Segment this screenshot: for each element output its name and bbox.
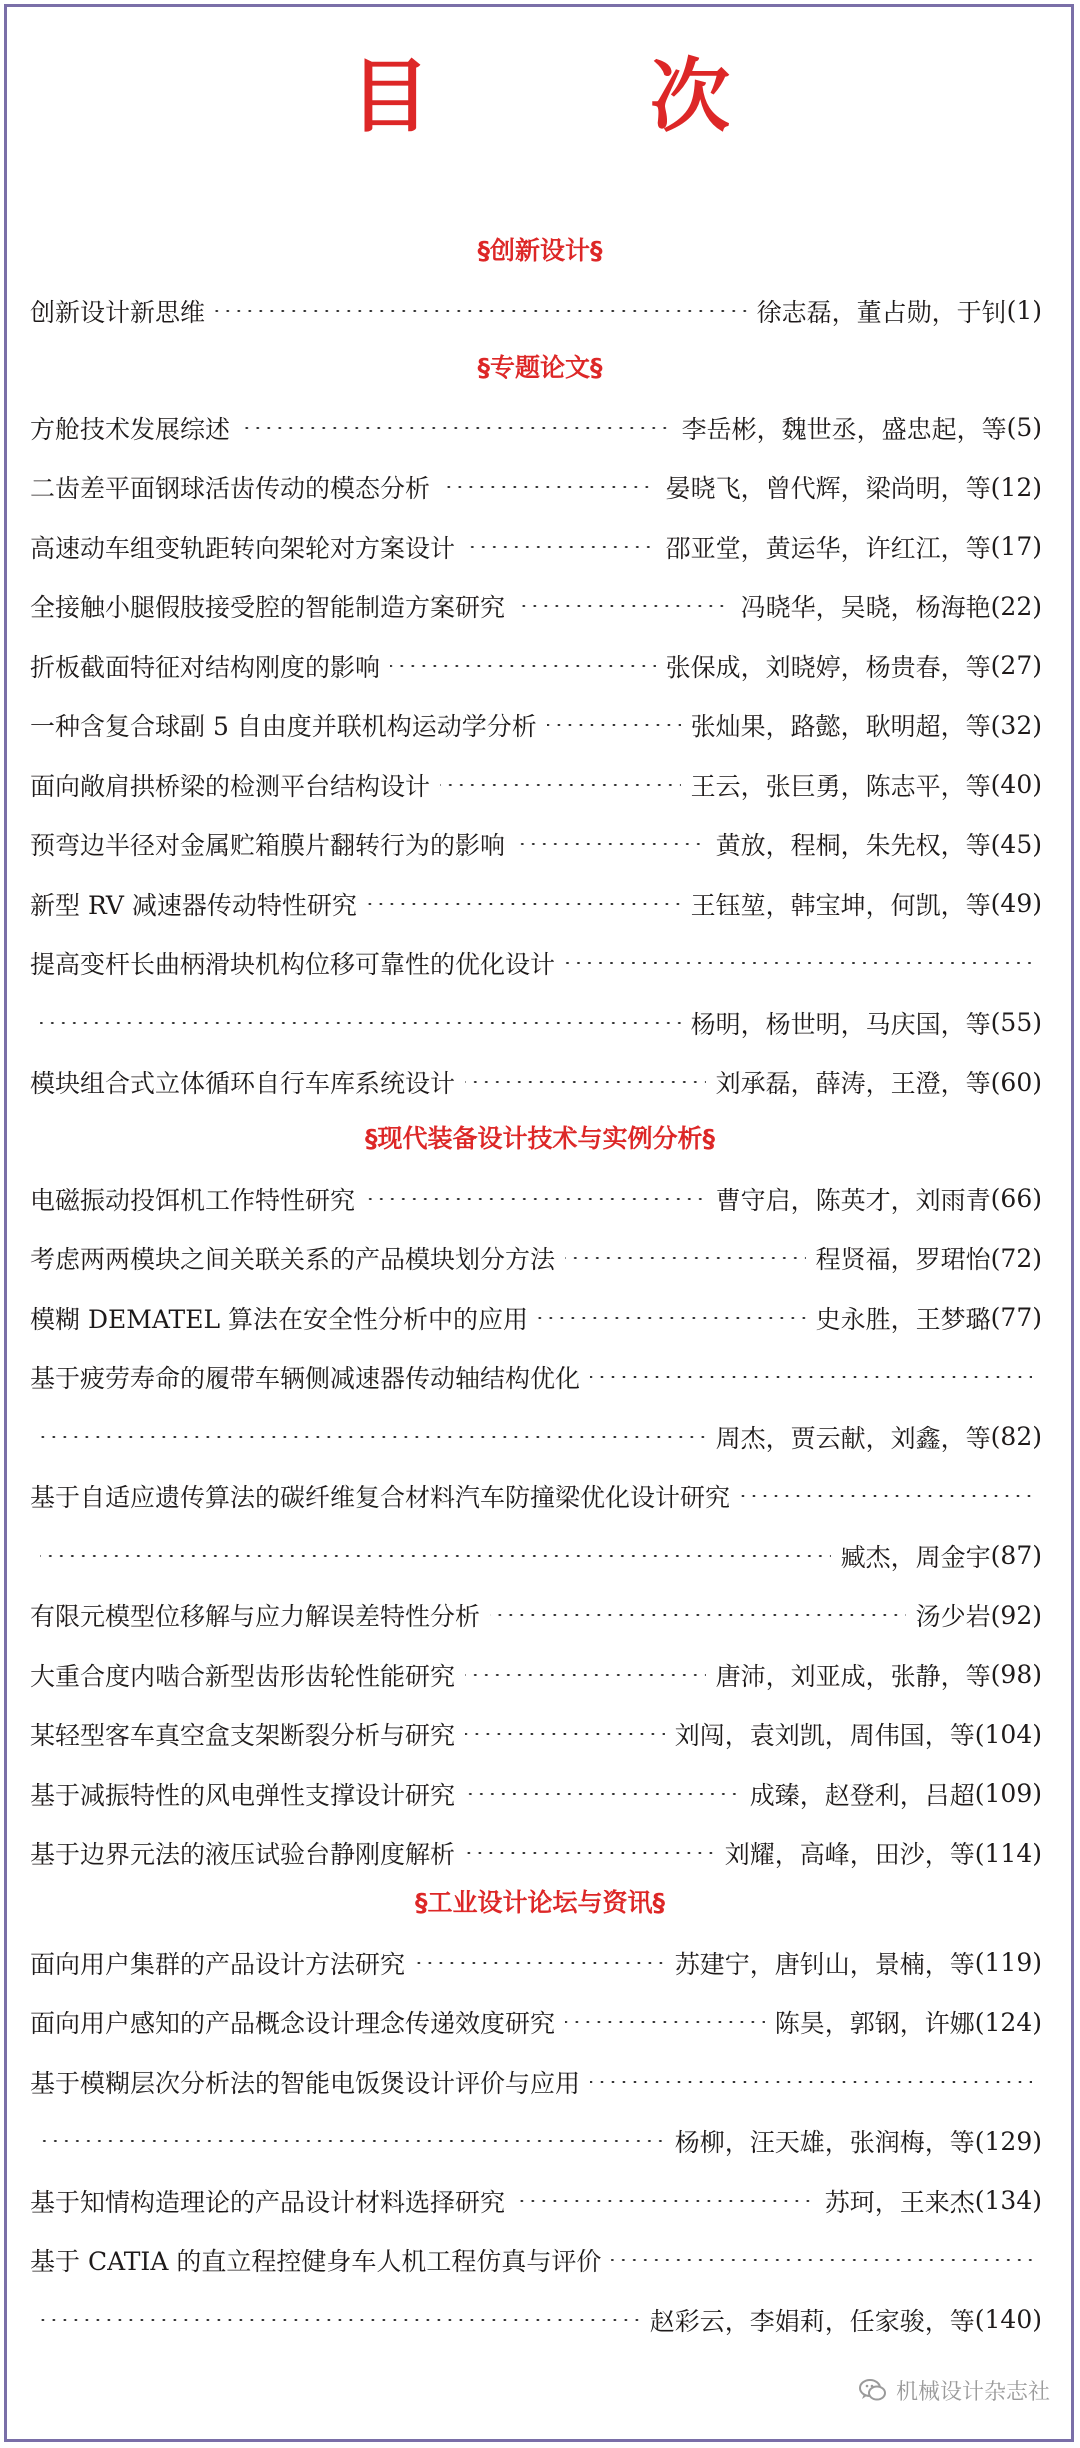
entry-authors: 周杰，贾云献，刘鑫，等: [715, 1423, 991, 1453]
entry-authors: 陈昊，郭钢，许娜: [774, 2009, 975, 2038]
toc-entry-line: [30, 2239, 1042, 2281]
leader-dots: [590, 1376, 1032, 1378]
entry-authors: 晏晓飞，曾代辉，梁尚明，等: [665, 474, 991, 503]
entry-title: 全接触小腿假肢接受腔的智能制造方案研究: [30, 593, 506, 622]
toc-entry: [30, 1942, 1042, 1984]
entry-authors: 刘承磊，薛涛，王澄，等: [715, 1069, 991, 1098]
toc-entry: [30, 1178, 1042, 1220]
entry-page: (87): [990, 1541, 1042, 1570]
leader-dots: [590, 2081, 1032, 2083]
entry-title: 提高变杆长曲柄滑块机构位移可靠性的优化设计: [30, 950, 556, 979]
entry-title: 新型 RV 减速器传动特性研究: [30, 890, 357, 920]
entry-title: 创新设计新思维: [30, 297, 206, 327]
toc-entry: [30, 704, 1042, 746]
section-heading: §工业设计论坛与资讯§: [414, 1888, 665, 1917]
toc-entry: [30, 1594, 1042, 1636]
entry-title: 面向用户感知的产品概念设计理念传递效度研究: [30, 2009, 556, 2038]
leader-dots: [40, 2140, 665, 2142]
leader-dots: [40, 2319, 640, 2321]
entry-title: 基于减振特性的风电弹性支撑设计研究: [30, 1780, 456, 1810]
entry-title: 基于疲劳寿命的履带车辆侧减速器传动轴结构优化: [30, 1364, 581, 1393]
toc-entry: [30, 2180, 1042, 2222]
entry-authors: 史永胜，王梦璐: [815, 1304, 991, 1334]
entry-page: (60): [990, 1067, 1042, 1097]
entry-page: (32): [990, 710, 1042, 740]
entry-page: (72): [990, 1243, 1042, 1273]
entry-title: 方舱技术发展综述: [30, 414, 231, 444]
toc-entry: [30, 526, 1042, 568]
toc-entry: [30, 764, 1042, 806]
entry-authors: 刘耀，高峰，田沙，等: [724, 1840, 975, 1869]
leader-dots: [440, 784, 681, 786]
toc-entry: [30, 1237, 1042, 1279]
leader-dots: [40, 1436, 706, 1438]
leader-dots: [515, 2200, 815, 2202]
entry-page: (109): [974, 1779, 1042, 1808]
leader-dots: [367, 903, 681, 905]
entry-title: 基于模糊层次分析法的智能电饭煲设计评价与应用: [30, 2068, 581, 2098]
entry-authors: 刘闯，袁刘凯，周伟国，等: [674, 1721, 975, 1750]
entry-title: 模糊 DEMATEL 算法在安全性分析中的应用: [30, 1304, 528, 1334]
entry-authors: 王云，张巨勇，陈志平，等: [690, 771, 991, 801]
page-title: 目 次: [350, 50, 800, 143]
leader-dots: [40, 1555, 831, 1557]
entry-page: (49): [990, 889, 1042, 918]
entry-title: 二齿差平面钢球活齿传动的模态分析: [30, 474, 431, 503]
toc-entry-line: [30, 942, 1042, 984]
entry-page: (104): [974, 1719, 1042, 1749]
entry-page: (92): [990, 1600, 1042, 1630]
entry-page: (77): [990, 1303, 1042, 1332]
toc-entry: [30, 290, 1042, 332]
watermark: [858, 2370, 1050, 2410]
leader-dots: [215, 310, 747, 312]
section-heading: §专题论文§: [477, 353, 603, 382]
leader-dots: [415, 1962, 665, 1964]
toc-entry: [30, 1832, 1042, 1874]
watermark-text: 机械设计杂志社: [895, 2379, 1050, 2405]
entry-title: 基于自适应遗传算法的碳纤维复合材料汽车防撞梁优化设计研究: [30, 1483, 731, 1512]
toc-entry-line: [30, 2299, 1042, 2341]
entry-page: (66): [990, 1184, 1042, 1213]
leader-dots: [365, 1198, 706, 1200]
entry-authors: 冯晓华，吴晓，杨海艳: [740, 593, 991, 622]
toc-entry: [30, 1061, 1042, 1103]
entry-title: 模块组合式立体循环自行车库系统设计: [30, 1069, 456, 1098]
toc-entry-line: [30, 1535, 1042, 1577]
leader-dots: [611, 2259, 1032, 2261]
entry-page: (129): [974, 2126, 1042, 2156]
entry-page: (124): [974, 2007, 1042, 2037]
entry-page: (22): [990, 591, 1042, 621]
entry-authors: 苏珂，王来杰: [824, 2187, 975, 2217]
entry-page: (40): [990, 770, 1042, 799]
entry-page: (12): [990, 472, 1042, 502]
leader-dots: [465, 1733, 665, 1735]
entry-page: (98): [990, 1660, 1042, 1689]
entry-authors: 苏建宁，唐钊山，景楠，等: [674, 1949, 975, 1979]
leader-dots: [240, 427, 672, 429]
entry-title: 一种含复合球副 5 自由度并联机构运动学分析: [30, 712, 537, 741]
entry-page: (1): [1006, 296, 1042, 325]
entry-authors: 曹守启，陈英才，刘雨青: [715, 1185, 991, 1215]
entry-authors: 徐志磊，董占勋，于钊: [756, 297, 1007, 327]
entry-authors: 臧杰，周金宇: [840, 1542, 991, 1572]
entry-page: (5): [1006, 413, 1042, 442]
section-heading: §创新设计§: [477, 236, 603, 265]
entry-title: 面向用户集群的产品设计方法研究: [30, 1949, 406, 1979]
entry-page: (17): [990, 532, 1042, 561]
toc-entry: [30, 1773, 1042, 1815]
toc-entry-line: [30, 2061, 1042, 2103]
leader-dots: [565, 962, 1032, 964]
leader-dots: [565, 1257, 806, 1259]
entry-title: 预弯边半径对金属贮箱膜片翻转行为的影响: [30, 831, 506, 860]
entry-authors: 杨明，杨世明，马庆国，等: [690, 1009, 991, 1039]
entry-authors: 黄放，程桐，朱先权，等: [715, 831, 991, 860]
entry-title: 折板截面特征对结构刚度的影响: [30, 652, 381, 682]
entry-page: (55): [990, 1008, 1042, 1037]
entry-page: (82): [990, 1422, 1042, 1451]
leader-dots: [515, 605, 731, 607]
leader-dots: [565, 2021, 765, 2023]
entry-title: 某轻型客车真空盒支架断裂分析与研究: [30, 1721, 456, 1750]
entry-authors: 张灿果，路懿，耿明超，等: [690, 712, 991, 741]
entry-title: 基于边界元法的液压试验台静刚度解析: [30, 1840, 456, 1869]
toc-entry-line: [30, 1475, 1042, 1517]
entry-authors: 程贤福，罗珺怡: [815, 1245, 991, 1274]
entry-authors: 李岳彬，魏世丞，盛忠起，等: [681, 414, 1007, 444]
entry-authors: 杨柳，汪天雄，张润梅，等: [674, 2128, 975, 2157]
section-heading: §现代装备设计技术与实例分析§: [364, 1124, 715, 1153]
leader-dots: [390, 665, 656, 667]
toc-entry: [30, 466, 1042, 508]
entry-authors: 王钰堃，韩宝坤，何凯，等: [690, 890, 991, 920]
leader-dots: [465, 546, 656, 548]
entry-title: 电磁振动投饵机工作特性研究: [30, 1185, 356, 1215]
toc-entry: [30, 2001, 1042, 2043]
entry-authors: 邵亚堂，黄运华，许红江，等: [665, 533, 991, 563]
entry-title: 基于知情构造理论的产品设计材料选择研究: [30, 2187, 506, 2217]
toc-entry-line: [30, 1002, 1042, 1044]
entry-page: (27): [990, 651, 1042, 680]
toc-entry: [30, 883, 1042, 925]
leader-dots: [40, 1022, 681, 1024]
toc-entry: [30, 823, 1042, 865]
wechat-icon: [858, 2377, 888, 2403]
leader-dots: [740, 1495, 1032, 1497]
leader-dots: [515, 843, 706, 845]
entry-title: 考虑两两模块之间关联关系的产品模块划分方法: [30, 1245, 556, 1274]
toc-entry: [30, 645, 1042, 687]
entry-page: (45): [990, 829, 1042, 859]
entry-authors: 汤少岩: [915, 1602, 991, 1631]
entry-title: 面向敞肩拱桥梁的检测平台结构设计: [30, 771, 431, 801]
entry-title: 高速动车组变轨距转向架轮对方案设计: [30, 533, 456, 563]
leader-dots: [490, 1614, 906, 1616]
entry-page: (119): [974, 1948, 1042, 1977]
leader-dots: [465, 1081, 706, 1083]
entry-authors: 张保成，刘晓婷，杨贵春，等: [665, 652, 991, 682]
toc-entry: [30, 1654, 1042, 1696]
leader-dots: [465, 1852, 715, 1854]
entry-title: 基于 CATIA 的直立程控健身车人机工程仿真与评价: [30, 2247, 602, 2276]
leader-dots: [547, 724, 681, 726]
toc-entry-line: [30, 1356, 1042, 1398]
entry-title: 有限元模型位移解与应力解误差特性分析: [30, 1602, 481, 1631]
leader-dots: [465, 1793, 740, 1795]
toc-entry: [30, 585, 1042, 627]
entry-page: (134): [974, 2186, 1042, 2215]
toc-entry: [30, 1713, 1042, 1755]
leader-dots: [440, 486, 656, 488]
leader-dots: [465, 1674, 706, 1676]
leader-dots: [538, 1317, 806, 1319]
entry-page: (114): [974, 1838, 1042, 1868]
entry-authors: 唐沛，刘亚成，张静，等: [715, 1661, 991, 1691]
toc-entry-line: [30, 1416, 1042, 1458]
entry-title: 大重合度内啮合新型齿形齿轮性能研究: [30, 1661, 456, 1691]
entry-authors: 成臻，赵登利，吕超: [749, 1780, 975, 1810]
toc-entry: [30, 1297, 1042, 1339]
toc-entry-line: [30, 2120, 1042, 2162]
entry-page: (140): [974, 2305, 1042, 2334]
entry-authors: 赵彩云，李娟莉，任家骏，等: [649, 2306, 975, 2336]
toc-entry: [30, 407, 1042, 449]
